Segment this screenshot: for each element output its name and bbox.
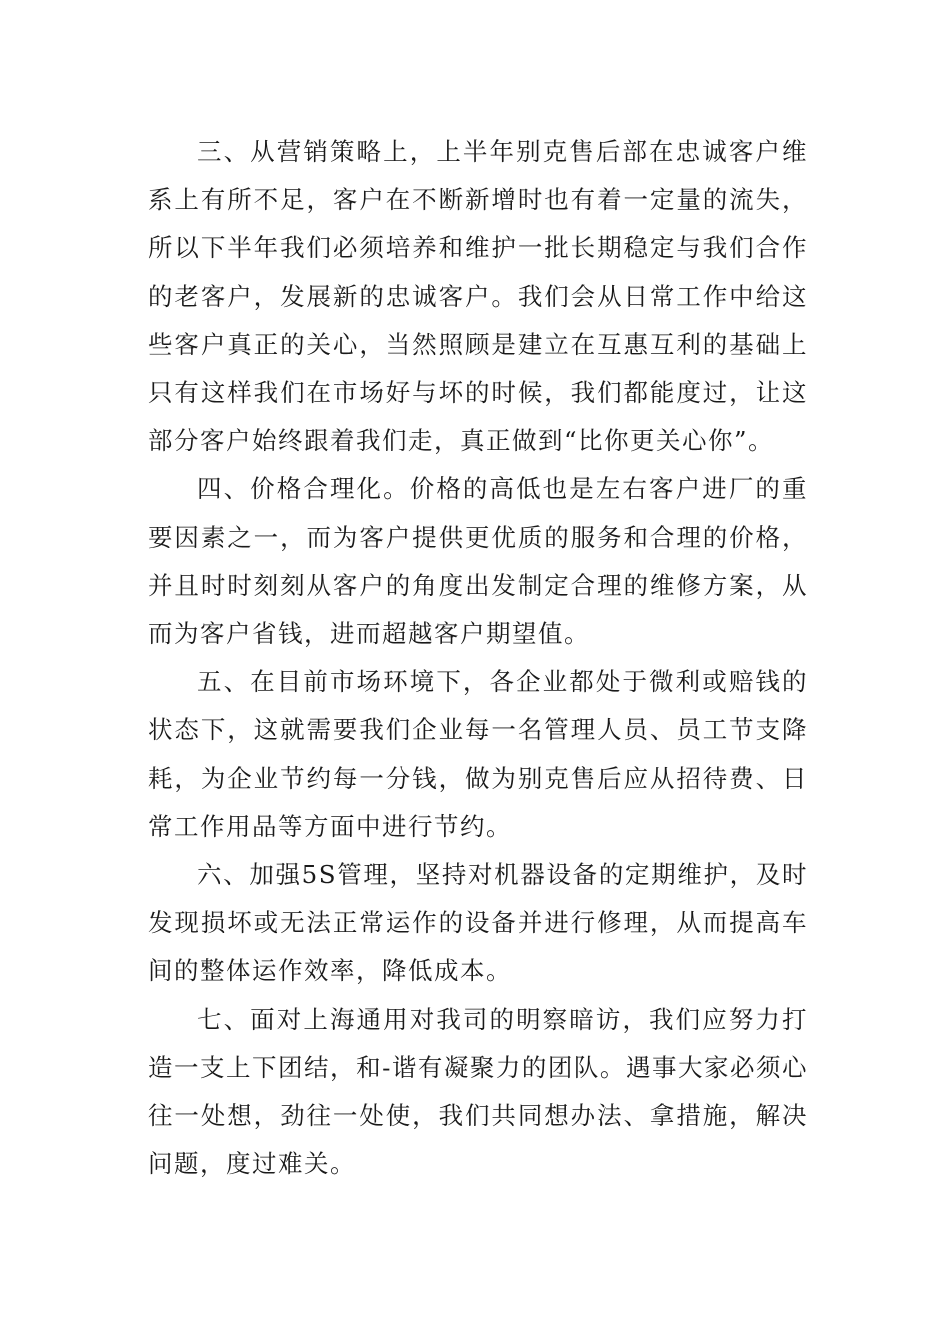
paragraph-5s-management: 六、加强5S管理，坚持对机器设备的定期维护，及时发现损坏或无法正常运作的设备并进行修理，从而提高车间的整体运作效率，降低成本。 xyxy=(148,860,808,986)
paragraph-price-rationalization: 四、价格合理化。价格的高低也是左右客户进厂的重要因素之一，而为客户提供更优质的服务和合理的价格，并且时时刻刻从客户的角度出发制定合理的维修方案，从而为客户省钱，进而超越客户期望值。 xyxy=(148,474,808,649)
document-body xyxy=(148,128,808,1188)
paragraph-team-building: 七、面对上海通用对我司的明察暗访，我们应努力打造一支上下团结，和-谐有凝聚力的团队。遇事大家必须心往一处想，劲往一处使，我们共同想办法、拿措施，解决问题，度过难关。 xyxy=(148,1004,808,1179)
paragraph-cost-saving: 五、在目前市场环境下，各企业都处于微利或赔钱的状态下，这就需要我们企业每一名管理人员、员工节支降耗，为企业节约每一分钱，做为别克售后应从招待费、日常工作用品等方面中进行节约。 xyxy=(148,667,808,841)
paragraph-marketing-strategy: 三、从营销策略上，上半年别克售后部在忠诚客户维系上有所不足，客户在不断新增时也有着一定量的流失，所以下半年我们必须培养和维护一批长期稳定与我们合作的老客户，发展新的忠诚客户。我们会从日常工作中给这些客户真正的关心，当然照顾是建立在互惠互利的基础上只有这样我们在市场好与坏的时候，我们都能度过，让这部分客户始终跟着我们走，真正做到“比你更关心你”。 xyxy=(148,137,808,456)
